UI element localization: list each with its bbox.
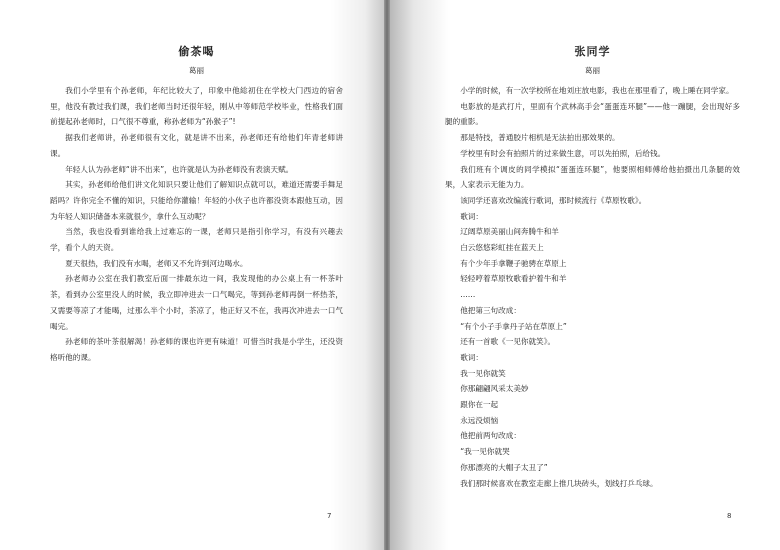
lyric-line: “我一见你就哭 — [460, 447, 510, 457]
lyric-line: 你那漂亮的大帽子太丑了” — [460, 462, 548, 472]
left-page-number: 7 — [327, 512, 332, 520]
paragraph: 夏天很热，我们没有水喝，老师又不允许到河边喝水。 — [65, 258, 248, 268]
lyric-line: 白云悠悠彩虹挂在蓝天上 — [460, 243, 544, 253]
lyric-line: 跟你在一起 — [460, 400, 499, 410]
text-line: 还有一首歌《一见你就笑》。 — [460, 337, 556, 347]
paragraph: 孙老师办公室在我们教室后面一排最东边一间，我发现他的办公桌上有一杯茶叶茶，看到办公室里没人的时候，我立即冲进去一口气喝完，等到孙老师再倒一杯热茶，又需要等凉了才能喝，过那么半个小时，茶凉了，他正好又不在，我再次冲进去一口气喝完。 — [50, 274, 343, 331]
text-line: 我们班有个调皮的同学模拟“蛋蛋连环腿”，他要照相师傅给他拍摄出几条腿的效果，人家表示无能为力。 — [445, 164, 740, 190]
text-line: 他把前两句改成： — [460, 431, 521, 441]
paragraph: 年轻人认为孙老师“讲不出来”，也许就是认为孙老师没有表演天赋。 — [65, 164, 294, 174]
lyric-line: 有个少年手拿鞭子驰骋在草原上 — [460, 258, 567, 268]
paragraph: 其实，孙老师给他们讲文化知识只要让他们了解知识点就可以，难道还需要手舞足蹈吗？许你完全不懂的知识，只能给你灌输！年轻的小伙子也许都没资本跟他互动，因为年轻人知识储备本来就很少，拿什么互动呢？ — [50, 180, 343, 221]
text-line: 歌词： — [460, 211, 483, 221]
left-page-title: 偷茶喝 — [178, 45, 215, 58]
text-line: 那是特技，普通胶片相机是无法拍出那效果的。 — [460, 133, 620, 143]
paragraph: 当然，我也没看到谁给我上过难忘的一课，老师只是指引你学习，有没有兴趣去学，看个人的天资。 — [50, 227, 343, 253]
right-page-author: 葛丽 — [584, 66, 601, 75]
right-page-number: 8 — [727, 512, 732, 520]
lyric-line: …… — [460, 290, 476, 300]
left-page-author: 葛丽 — [188, 66, 205, 75]
left-page — [0, 0, 384, 550]
lyric-line: 轻轻哼着草原牧歌看护着牛和羊 — [460, 274, 567, 284]
lyric-line: 我一见你就笑 — [460, 368, 506, 378]
lyric-line: 你那翩翩风采太美妙 — [460, 384, 529, 394]
lyric-line: “有个小子手拿丹子站在草原上” — [460, 321, 567, 331]
paragraph: 据我们老师讲，孙老师很有文化，就是讲不出来，孙老师还有给他们年青老师讲课。 — [50, 133, 343, 158]
text-line: 小学的时候，有一次学校所在地刘庄放电影，我也在那里看了，晚上睡在同学家。 — [460, 86, 734, 95]
lyric-line: 辽阔草原美丽山间奔腾牛和羊 — [460, 227, 559, 237]
lyric-line: 永远没烦恼 — [460, 415, 499, 425]
right-page-title: 张同学 — [574, 45, 611, 58]
paragraph: 我们小学里有个孙老师，年纪比较大了，印象中他総初住在学校大门西边的宿舍里，他没有教过我们课，我们老师当时还很年轻，刚从中等师范学校毕业，性格我们面前提起孙老师时，口气很不尊重，称孙老师为“孙猴子”! — [50, 86, 343, 127]
text-line: 我们那时候喜欢在教室走廊上推几块砖头，划线打乒乓球。 — [460, 478, 658, 488]
right-page — [390, 0, 780, 550]
paragraph: 孙老师的茶叶茶很解渴！孙老师的课也许更有味道！可惜当时我是小学生，还没资格听他的课。 — [50, 337, 343, 362]
text-line: 该同学还喜欢改编流行歌词，那时候流行《草原牧歌》。 — [460, 195, 647, 205]
text-line: 学校里有时会有拍照片的过来做生意，可以先拍照，后给钱。 — [460, 148, 666, 158]
text-line: 他把第三句改成： — [460, 305, 521, 315]
text-line: 歌词： — [460, 352, 483, 362]
left-page-content — [50, 44, 343, 366]
right-page-content — [445, 44, 740, 491]
text-line: 电影放的是武打片，里面有个武林高手会“蛋蛋连环腿”——他一蹦腿，会出现好多腿的重影。 — [445, 101, 740, 127]
